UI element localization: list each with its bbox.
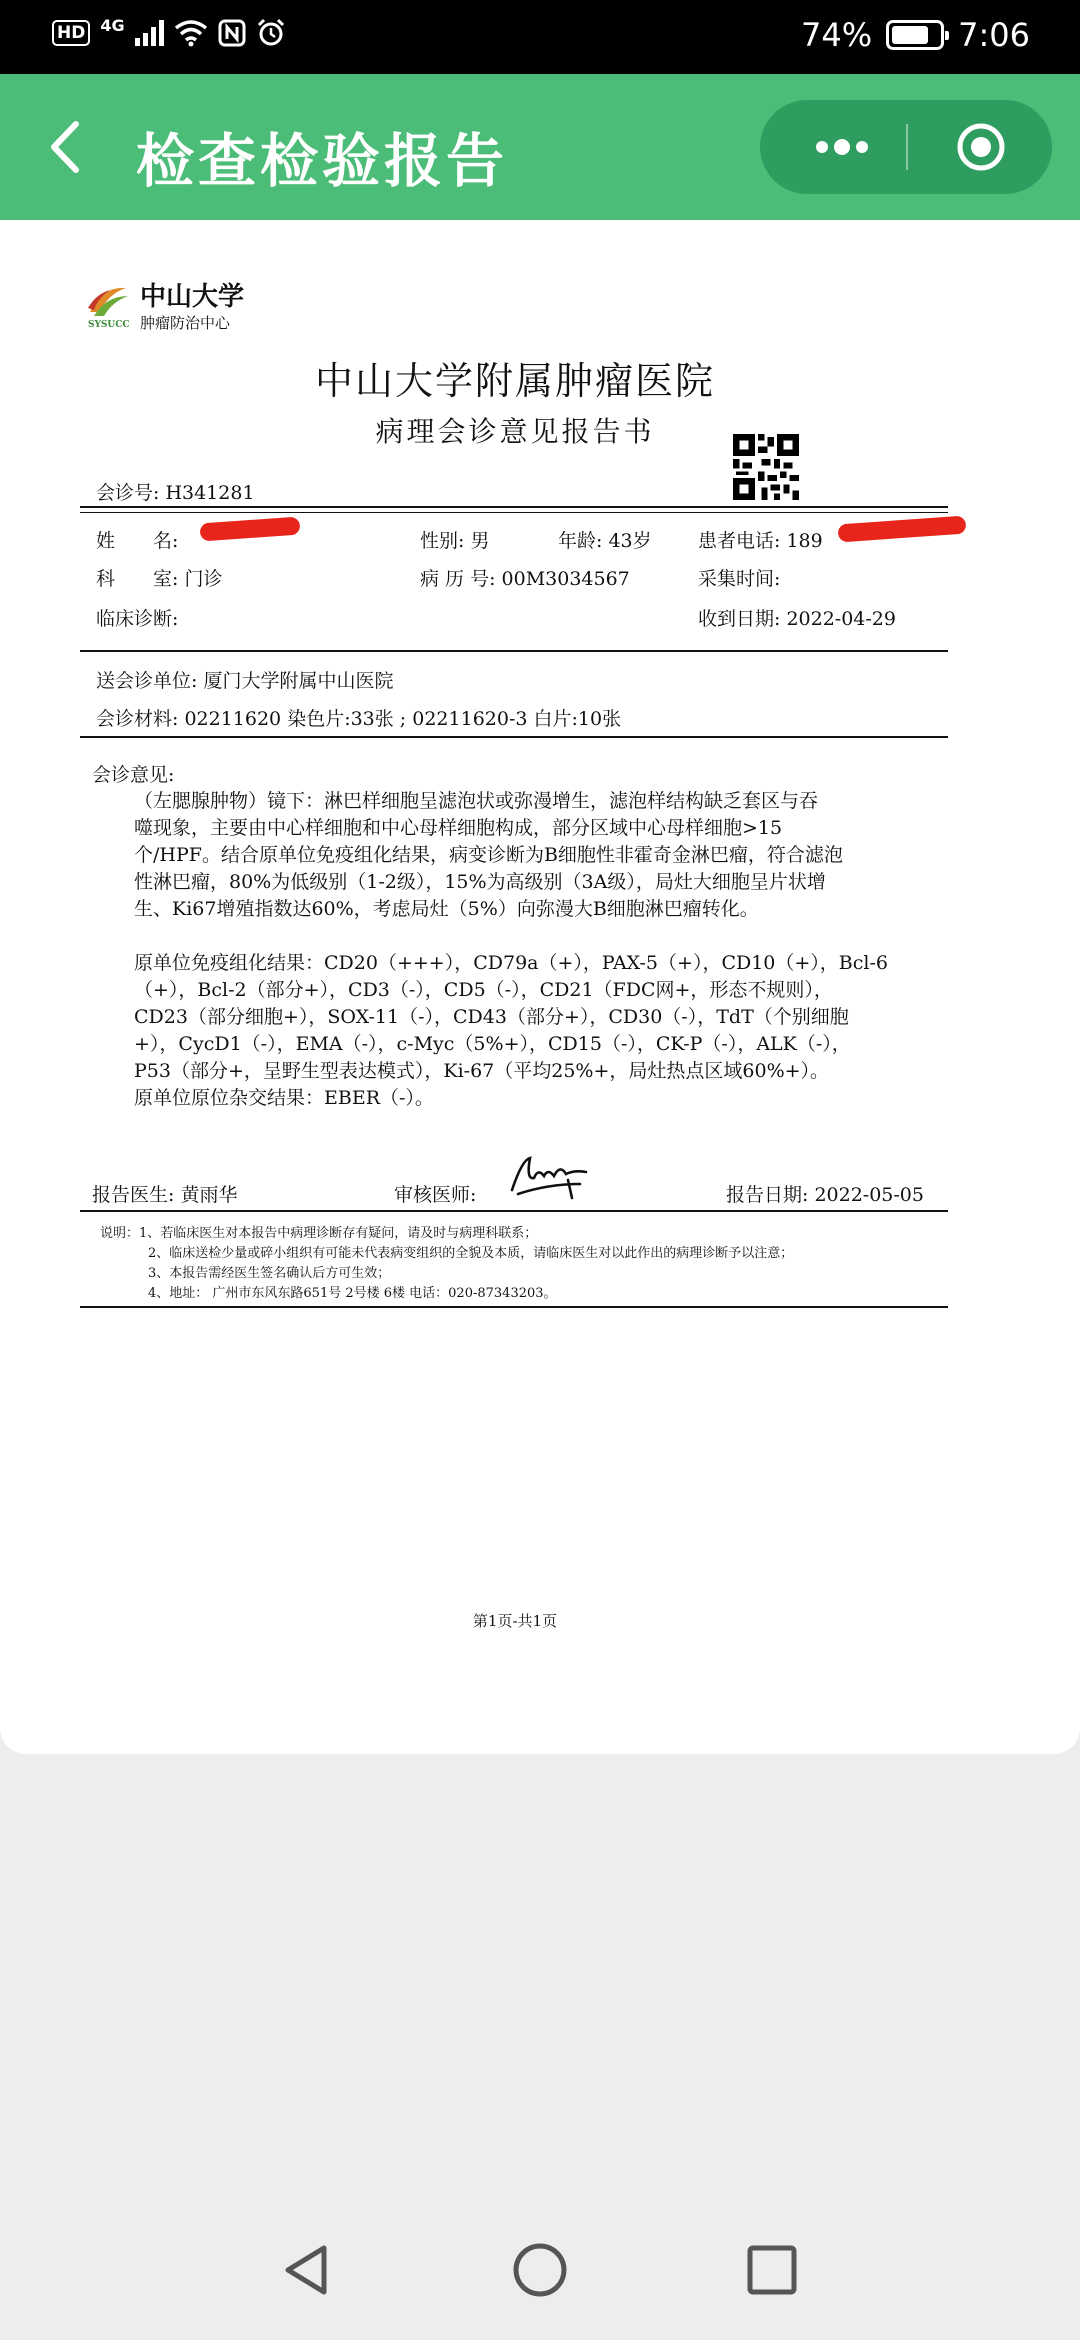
page-number: 第1页-共1页 <box>472 1612 558 1630</box>
more-dots-icon[interactable] <box>802 124 882 170</box>
qr-code-icon <box>733 434 799 500</box>
received-date: 收到日期: 2022-04-29 <box>698 608 896 630</box>
report-card <box>0 220 1080 1754</box>
nav-home-icon[interactable] <box>510 2240 570 2300</box>
nav-back-icon[interactable] <box>278 2240 338 2300</box>
footer-rule <box>80 1210 948 1212</box>
note-line: 2、临床送检少量或碎小组织有可能未代表病变组织的全貌及本质，请临床医生对以此作出的病理诊断予以注意； <box>148 1246 794 1261</box>
hospital-logo-icon <box>86 282 130 322</box>
reviewer-label: 审核医师: <box>394 1184 477 1206</box>
system-nav-bar <box>0 2200 1080 2340</box>
hd-badge: HD <box>52 20 90 46</box>
collection-time: 采集时间: <box>698 568 781 590</box>
report-title: 病理会诊意见报告书 <box>375 415 655 448</box>
opinion-line: 个/HPF。结合原单位免疫组化结果，病变诊断为B细胞性非霍奇金淋巴瘤，符合滤泡 <box>134 844 843 866</box>
opinion-line: （左腮腺肿物）镜下：淋巴样细胞呈滤泡状或弥漫增生，滤泡样结构缺乏套区与吞 <box>134 790 819 812</box>
header-rule-thin <box>80 512 948 513</box>
nfc-icon <box>218 19 246 47</box>
opinion-line: 噬现象，主要由中心样细胞和中心母样细胞构成，部分区域中心母样细胞>15 <box>134 817 783 839</box>
name-redaction <box>199 517 300 542</box>
patient-age: 年龄: 43岁 <box>558 530 652 552</box>
ihc-line: +），CycD1（-），EMA（-），c-Myc（5%+），CD15（-），CK-P（-），ALK（-）， <box>134 1033 851 1055</box>
app-header <box>0 74 1080 220</box>
bottom-rule <box>80 1306 948 1308</box>
sending-unit: 送会诊单位: 厦门大学附属中山医院 <box>96 670 394 692</box>
pathology-report <box>0 220 1080 1754</box>
page-title: 检查检验报告 <box>136 127 509 195</box>
note-line: 3、本报告需经医生签名确认后方可生效； <box>148 1266 391 1281</box>
miniprogram-capsule <box>760 100 1052 194</box>
patient-gender: 性别: 男 <box>420 530 490 552</box>
phone-redaction <box>838 516 967 543</box>
wifi-icon <box>174 19 208 47</box>
signal-icon <box>135 20 164 46</box>
section-rule <box>80 650 948 652</box>
ihc-line: 原单位原位杂交结果：EBER（-）。 <box>134 1087 434 1109</box>
capsule-divider <box>906 124 908 170</box>
material-rule <box>80 736 948 738</box>
header-rule <box>80 506 948 508</box>
patient-name-label: 姓 名: <box>96 530 179 552</box>
note-line: 说明：1、若临床医生对本报告中病理诊断存有疑问，请及时与病理科联系； <box>100 1226 538 1241</box>
opinion-text <box>134 788 934 923</box>
ihc-line: 原单位免疫组化结果：CD20（+++），CD79a（+），PAX-5（+），CD10（+），Bcl-6 <box>134 952 888 974</box>
report-date: 报告日期: 2022-05-05 <box>726 1184 924 1206</box>
battery-icon <box>886 20 944 50</box>
logo-name: 中山大学 <box>140 282 245 312</box>
back-arrow-icon[interactable] <box>42 116 92 178</box>
opinion-line: 性淋巴瘤，80%为低级别（1-2级），15%为高级别（3A级），局灶大细胞呈片状增 <box>134 871 826 893</box>
ihc-results <box>134 950 934 1112</box>
ihc-line: （+），Bcl-2（部分+），CD3（-），CD5（-），CD21（FDC网+，形态不规则）， <box>134 979 833 1001</box>
clinical-diagnosis: 临床诊断: <box>96 608 179 630</box>
hospital-name: 中山大学附属肿瘤医院 <box>314 359 715 403</box>
patient-phone: 患者电话: 189 <box>698 530 823 552</box>
consult-number: 会诊号: H341281 <box>96 482 255 504</box>
note-line: 4、地址： 广州市东风东路651号 2号楼 6楼 电话：020-87343203。 <box>148 1286 557 1301</box>
network-type: 4G <box>100 15 125 35</box>
alarm-icon <box>256 18 286 48</box>
clock-time: 7:06 <box>958 16 1030 54</box>
opinion-line: 生、Ki67增殖指数达60%，考虑局灶（5%）向弥漫大B细胞淋巴瘤转化。 <box>134 898 759 920</box>
logo-subtitle: 肿瘤防治中心 <box>140 314 231 332</box>
status-bar <box>0 0 1080 74</box>
report-doctor: 报告医生: 黄雨华 <box>92 1184 238 1206</box>
record-number: 病 历 号: 00M3034567 <box>420 568 630 590</box>
signature-icon <box>508 1150 590 1200</box>
battery-percent: 74% <box>801 16 873 54</box>
nav-recent-icon[interactable] <box>742 2240 802 2300</box>
opinion-label: 会诊意见: <box>92 764 175 786</box>
department: 科 室: 门诊 <box>96 568 223 590</box>
target-circle-icon[interactable] <box>956 122 1006 172</box>
consult-material: 会诊材料: 02211620 染色片:33张 ; 02211620-3 白片:10张 <box>96 708 622 730</box>
ihc-line: CD23（部分细胞+），SOX-11（-），CD43（部分+），CD30（-），TdT（个别细胞 <box>134 1006 849 1028</box>
logo-abbrev: SYSUCC <box>88 320 130 330</box>
ihc-line: P53（部分+，呈野生型表达模式），Ki-67（平均25%+，局灶热点区域60%+）。 <box>134 1060 830 1082</box>
